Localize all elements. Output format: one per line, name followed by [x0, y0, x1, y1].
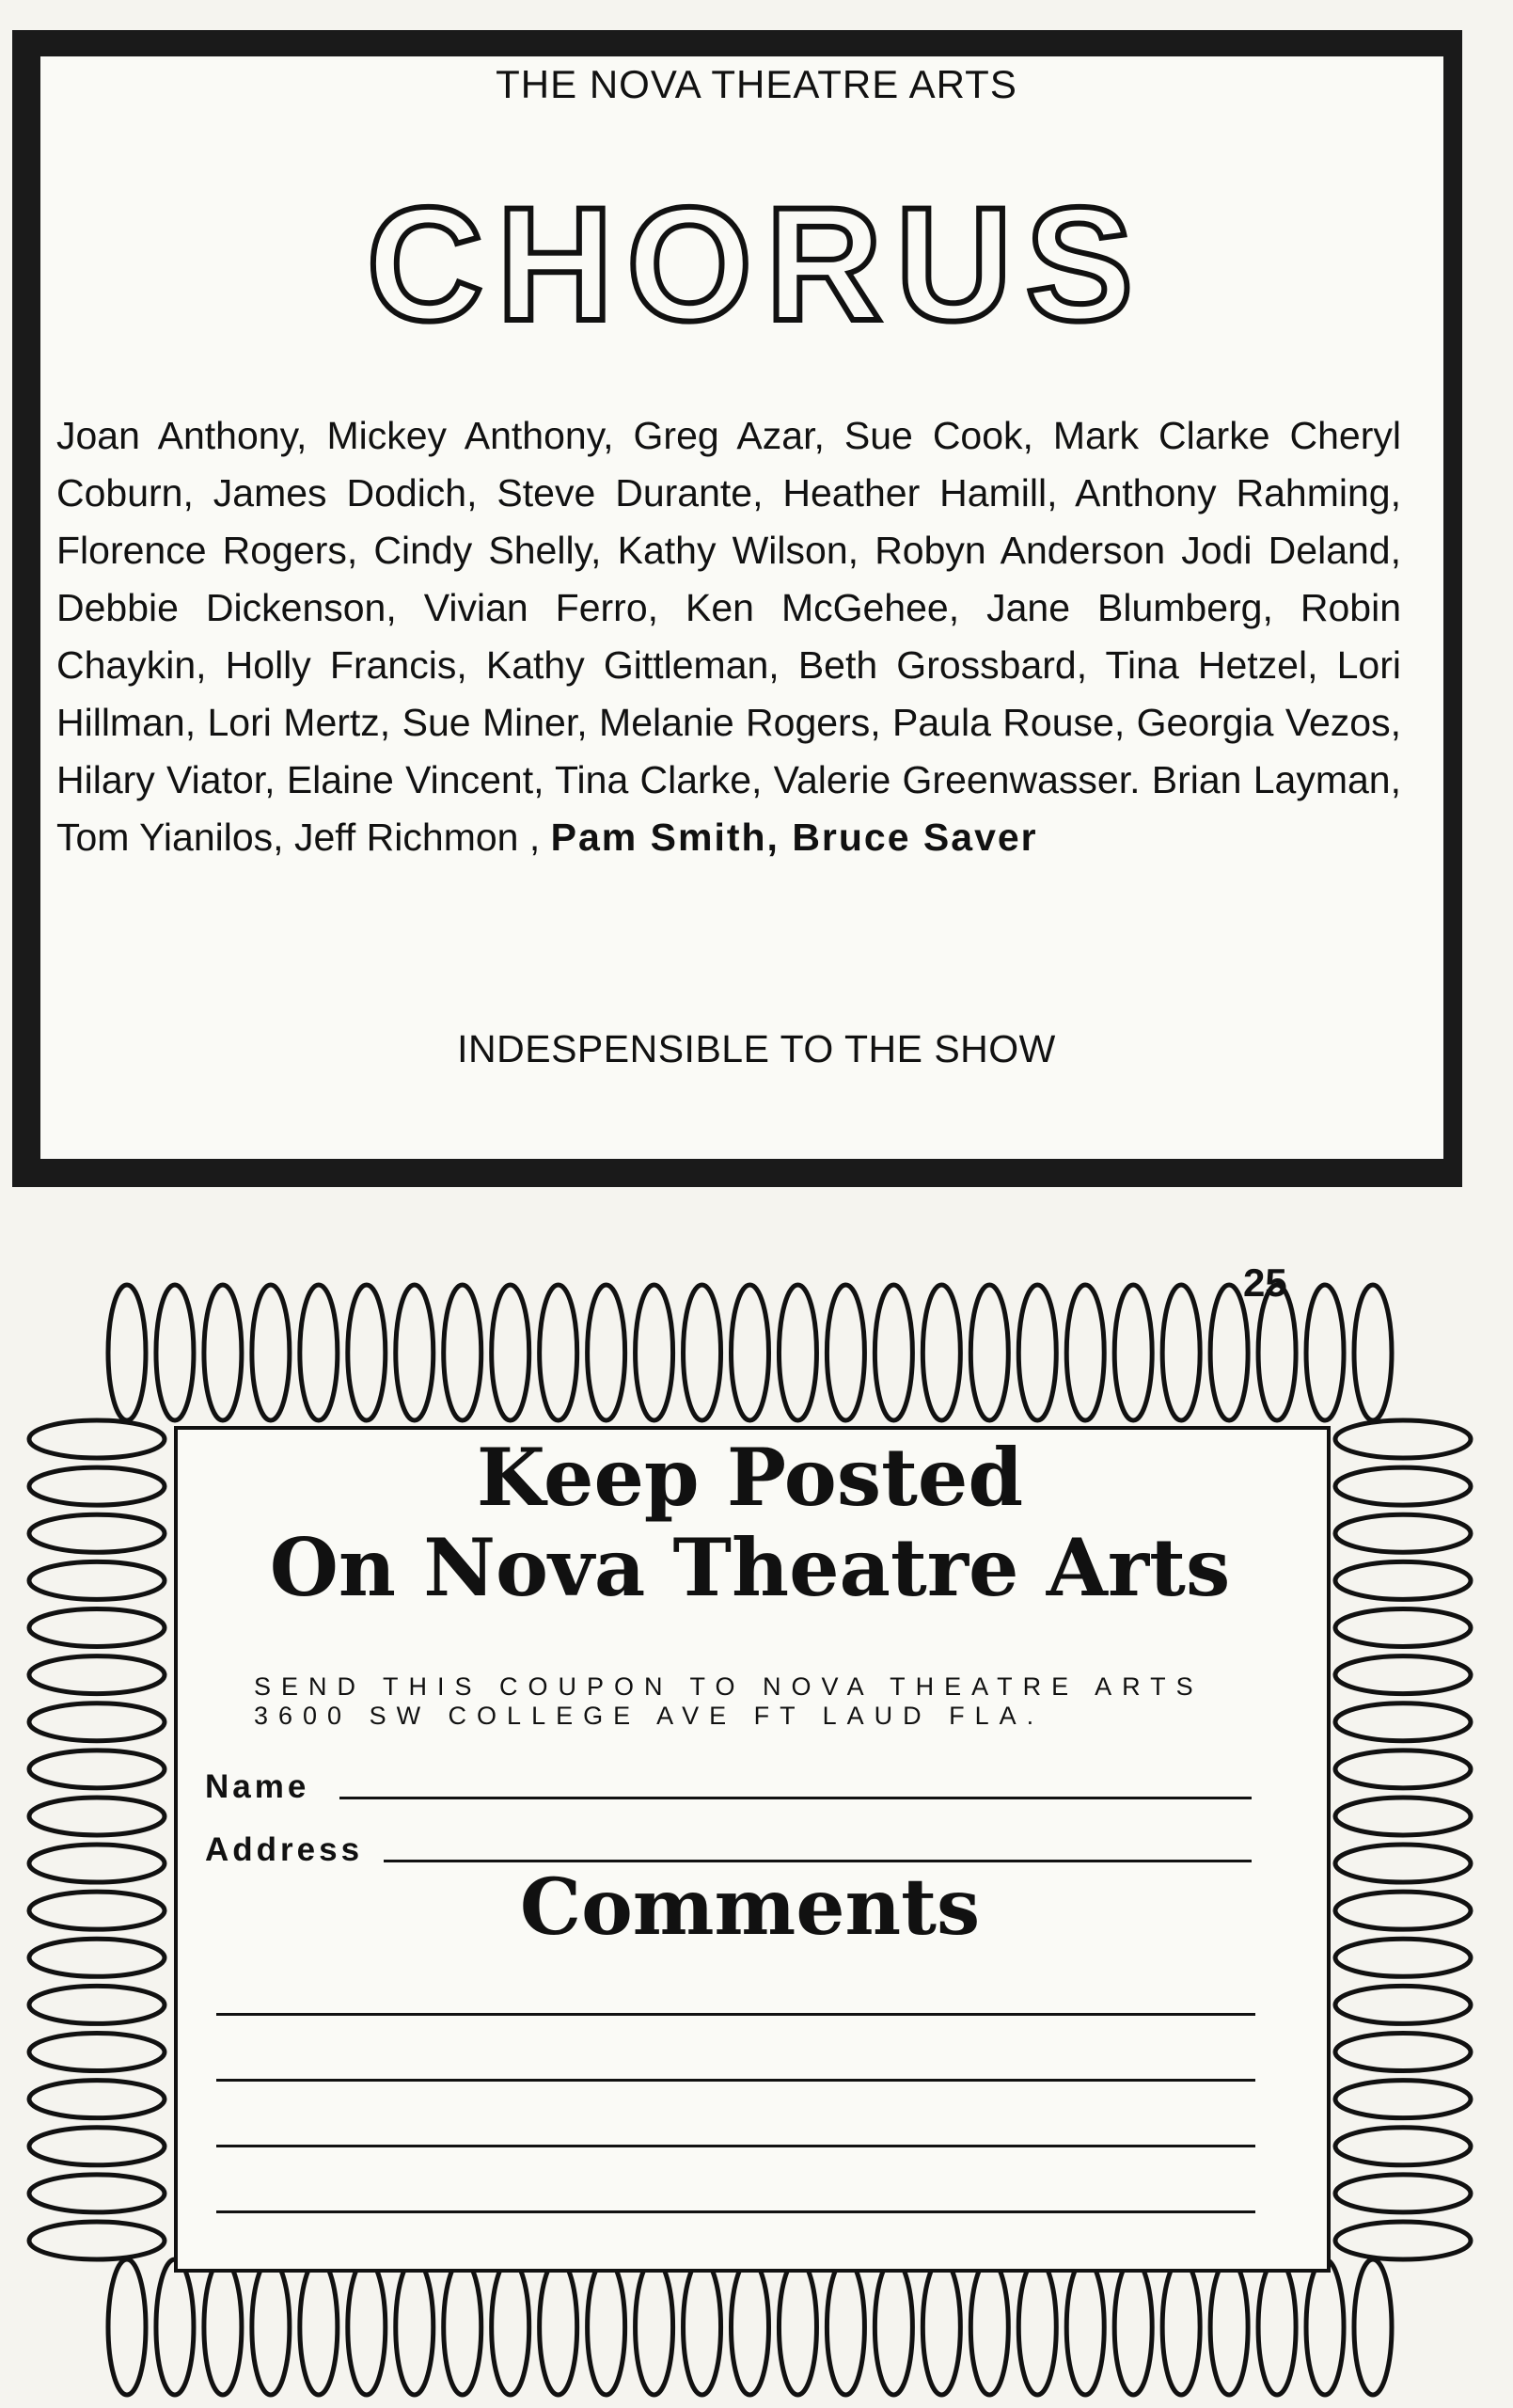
ornament-loop [875, 2259, 912, 2395]
ornament-loop [348, 2259, 386, 2395]
ornament-loop [827, 2259, 864, 2395]
ornament-loop [922, 1285, 960, 1420]
ornament-loop [29, 2034, 165, 2071]
ornament-loop [827, 1285, 864, 1420]
ornament-loop [29, 2081, 165, 2118]
ornament-loop [588, 1285, 625, 1420]
ornament-loop [1018, 2259, 1056, 2395]
ornament-loop [1306, 1285, 1344, 1420]
ornament-loop [1066, 1285, 1104, 1420]
ornament-loop [1335, 2175, 1471, 2212]
coupon-heading-line2: On Nova Theatre Arts [269, 1521, 1231, 1614]
ornament-loop [875, 1285, 912, 1420]
ornament-loop [1335, 1656, 1471, 1694]
ornament-loop [732, 1285, 769, 1420]
ornament-loop [29, 1986, 165, 2023]
ornament-loop [970, 2259, 1008, 2395]
instruction-line2: 3600 SW COLLEGE AVE FT LAUD FLA. [254, 1702, 1045, 1730]
ornament-loop [29, 2222, 165, 2259]
ornament-loop [588, 2259, 625, 2395]
address-label: Address [205, 1831, 364, 1868]
ornament-loop [492, 2259, 529, 2395]
ornament-loop [29, 1608, 165, 1646]
ornament-loop [29, 1656, 165, 1694]
ornament-loop [444, 1285, 481, 1420]
ornament-loop [1335, 1751, 1471, 1788]
ornament-loop [1335, 1986, 1471, 2023]
ornament-loop [348, 1285, 386, 1420]
ornament-loop [540, 1285, 577, 1420]
ornament-loop [684, 2259, 721, 2395]
chorus-member-list [56, 407, 1401, 866]
ornament-loop [1306, 2259, 1344, 2395]
comments-heading: Comments [519, 1862, 981, 1953]
ornament-loop [252, 1285, 290, 1420]
ornament-loop [779, 2259, 816, 2395]
ornament-loop [29, 2128, 165, 2165]
ornament-loop [970, 1285, 1008, 1420]
ornament-loop [1335, 1798, 1471, 1835]
ornament-loop [444, 2259, 481, 2395]
organization-title: THE NOVA THEATRE ARTS [496, 62, 1017, 106]
ornament-loop [300, 1285, 338, 1420]
ornament-loop [156, 1285, 194, 1420]
ornament-loop [1162, 2259, 1200, 2395]
ornament-loop [1354, 1285, 1392, 1420]
ornament-loop [1162, 1285, 1200, 1420]
ornament-loop [300, 2259, 338, 2395]
ornament-loop [540, 2259, 577, 2395]
ornament-loop [29, 1751, 165, 1788]
ornament-loop [1258, 2259, 1296, 2395]
name-label: Name [205, 1768, 310, 1805]
ornament-loop [1018, 1285, 1056, 1420]
member-names-bold: Pam Smith, Bruce Saver [550, 816, 1038, 859]
ornament-loop [1335, 2128, 1471, 2165]
instruction-line1: SEND THIS COUPON TO NOVA THEATRE ARTS [254, 1672, 1204, 1701]
comment-line[interactable] [216, 2210, 1255, 2213]
ornament-loop [492, 1285, 529, 1420]
ornament-loop [108, 2259, 146, 2395]
ornament-loop [396, 2259, 433, 2395]
name-line[interactable] [339, 1797, 1252, 1799]
ornament-loop [396, 1285, 433, 1420]
ornament-loop [1335, 1608, 1471, 1646]
tagline: INDESPENSIBLE TO THE SHOW [457, 1027, 1056, 1070]
page-number: 25 [1243, 1260, 1287, 1305]
ornament-loop [252, 2259, 290, 2395]
ornament-loop [779, 1285, 816, 1420]
ornament-loop [29, 2175, 165, 2212]
ornament-loop [29, 1798, 165, 1835]
ornament-loop [29, 1703, 165, 1741]
ornament-loop [636, 2259, 673, 2395]
ornament-loop [1210, 2259, 1248, 2395]
comment-line[interactable] [216, 2013, 1255, 2016]
chorus-heading: CHORUS [366, 174, 1147, 355]
ornament-loop [1114, 1285, 1152, 1420]
coupon-heading-line1: Keep Posted [476, 1431, 1024, 1524]
ornament-loop [1066, 2259, 1104, 2395]
ornament-loop [1335, 1703, 1471, 1741]
ornament-loop [156, 2259, 194, 2395]
comment-line[interactable] [216, 2079, 1255, 2082]
ornament-loop [1354, 2259, 1392, 2395]
ornament-loop [684, 1285, 721, 1420]
ornament-loop [1335, 2081, 1471, 2118]
ornament-loop [636, 1285, 673, 1420]
coupon-heading [24, 1433, 1476, 1613]
coupon-instructions [254, 1672, 1251, 1731]
ornament-loop [108, 1285, 146, 1420]
ornament-loop [1114, 2259, 1152, 2395]
ornament-loop [204, 1285, 242, 1420]
ornament-loop [204, 2259, 242, 2395]
member-names: Joan Anthony, Mickey Anthony, Greg Azar, Sue Cook, Mark Clarke Cheryl Coburn, James Dodich, Steve Durante, Heather Hamill, Anthony Rahming, Florence Rogers, Cindy Shelly, Kathy Wilson, Robyn Anderson Jodi Deland, Debbie Dickenson, Vivian Ferro, Ken McGehee, Jane Blumberg, Robin Chaykin, Holly Francis, Kathy Gittleman, Beth Grossbard, Tina Hetzel, Lori Hillman, Lori Mertz, Sue Miner, Melanie Rogers, Paula Rouse, Georgia Vezos, Hilary Viator, Elaine Vincent, Tina Clarke, Valerie Greenwasser. Brian Layman, Tom Yianilos, Jeff Richmon , [56, 414, 1401, 859]
mailing-coupon [24, 1279, 1476, 2400]
comment-line[interactable] [216, 2145, 1255, 2147]
ornament-loop [1335, 2222, 1471, 2259]
ornament-loop [922, 2259, 960, 2395]
ornament-loop [1335, 2034, 1471, 2071]
ornament-loop [732, 2259, 769, 2395]
